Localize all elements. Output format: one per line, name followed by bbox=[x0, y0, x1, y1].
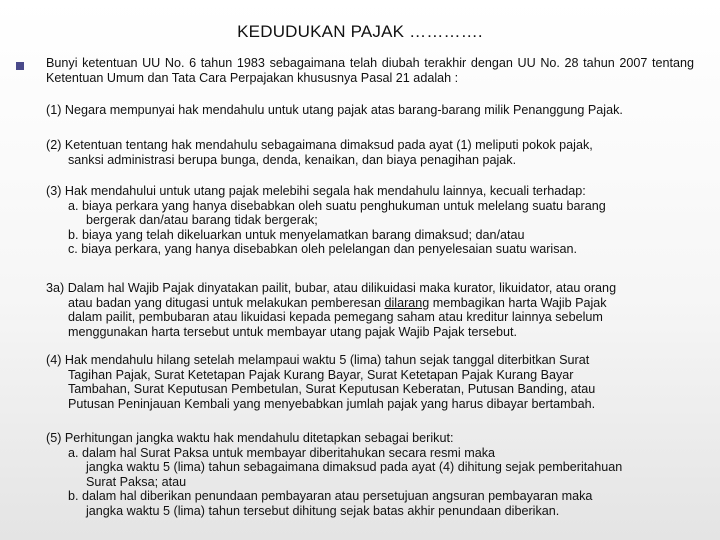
clause-3a-line: dalam pailit, pembubaran atau likuidasi kepada pemegang saham atau kreditur lainnya sebelum bbox=[68, 310, 603, 325]
bullet-square-icon bbox=[16, 62, 24, 70]
clause-5-line: (5) Perhitungan jangka waktu hak mendahulu ditetapkan sebagai berikut: bbox=[46, 431, 454, 445]
clause-3a bbox=[46, 281, 616, 339]
clause-4-line: Putusan Peninjauan Kembali yang menyebabkan jumlah pajak yang harus dibayar bertambah. bbox=[68, 396, 596, 411]
clause-4-line: Tambahan, Surat Keputusan Pembetulan, Surat Keputusan Keberatan, Putusan Banding, atau bbox=[68, 382, 596, 397]
clause-1 bbox=[46, 103, 623, 118]
clause-5-item-a-cont: Surat Paksa; atau bbox=[86, 474, 187, 489]
clause-5 bbox=[46, 431, 622, 519]
clause-5-item-a-cont: jangka waktu 5 (lima) tahun sebagaimana dimaksud pada ayat (4) dihitung sejak pemberitahuan bbox=[86, 460, 623, 475]
intro-paragraph: Bunyi ketentuan UU No. 6 tahun 1983 sebagaimana telah diubah terakhir dengan UU No. 28 tahun 2007 tentang Ketentuan Umum dan Tata Cara Perpajakan khususnya Pasal 21 adalah : bbox=[46, 56, 694, 85]
clause-5-item-a: a. dalam hal Surat Paksa untuk membayar diberitahukan secara resmi maka bbox=[68, 445, 495, 460]
clause-3a-text: membagikan harta Wajib Pajak bbox=[432, 295, 607, 310]
clause-3a-line bbox=[46, 296, 616, 311]
page-title: KEDUDUKAN PAJAK …………. bbox=[237, 22, 483, 41]
clause-5-item-b-cont: jangka waktu 5 (lima) tahun tersebut dihitung sejak batas akhir penundaan diberikan. bbox=[86, 503, 560, 518]
clause-2-line: sanksi administrasi berupa bunga, denda, kenaikan, dan biaya penagihan pajak. bbox=[68, 152, 517, 167]
clause-1-text: (1) Negara mempunyai hak mendahulu untuk utang pajak atas barang-barang milik Penanggung Pajak. bbox=[46, 103, 623, 117]
clause-3a-text: atau badan yang ditugasi untuk melakukan pemberesan bbox=[68, 295, 381, 310]
clause-3a-underlined-word: dilarang bbox=[384, 295, 430, 310]
clause-4 bbox=[46, 353, 595, 411]
clause-3a-line: 3a) Dalam hal Wajib Pajak dinyatakan pailit, bubar, atau dilikuidasi maka kurator, likuidator, atau orang bbox=[46, 281, 617, 295]
clause-3-item-b: b. biaya yang telah dikeluarkan untuk menyelamatkan barang dimaksud; dan/atau bbox=[68, 227, 525, 242]
clause-3-item-c: c. biaya perkara, yang hanya disebabkan oleh pelelangan dan penyelesaian suatu warisan. bbox=[68, 242, 578, 257]
clause-3 bbox=[46, 184, 606, 257]
clause-4-line: (4) Hak mendahulu hilang setelah melampaui waktu 5 (lima) tahun sejak tanggal diterbitkan Surat bbox=[46, 353, 590, 367]
clause-2-line: (2) Ketentuan tentang hak mendahulu sebagaimana dimaksud pada ayat (1) meliputi pokok pajak, bbox=[46, 138, 593, 152]
clause-3-item-a: a. biaya perkara yang hanya disebabkan oleh suatu penghukuman untuk melelang suatu barang bbox=[68, 198, 606, 213]
clause-3-line: (3) Hak mendahului untuk utang pajak melebihi segala hak mendahulu lainnya, kecuali terhadap: bbox=[46, 184, 586, 198]
clause-3-item-a-cont: bergerak dan/atau barang tidak bergerak; bbox=[86, 213, 318, 228]
clause-3a-line: menggunakan harta tersebut untuk membayar utang pajak Wajib Pajak tersebut. bbox=[68, 324, 517, 339]
clause-5-item-b: b. dalam hal diberikan penundaan pembayaran atau persetujuan angsuran pembayaran maka bbox=[68, 489, 593, 504]
clause-2 bbox=[46, 138, 593, 167]
clause-4-line: Tagihan Pajak, Surat Ketetapan Pajak Kurang Bayar, Surat Ketetapan Pajak Kurang Bayar bbox=[68, 367, 574, 382]
